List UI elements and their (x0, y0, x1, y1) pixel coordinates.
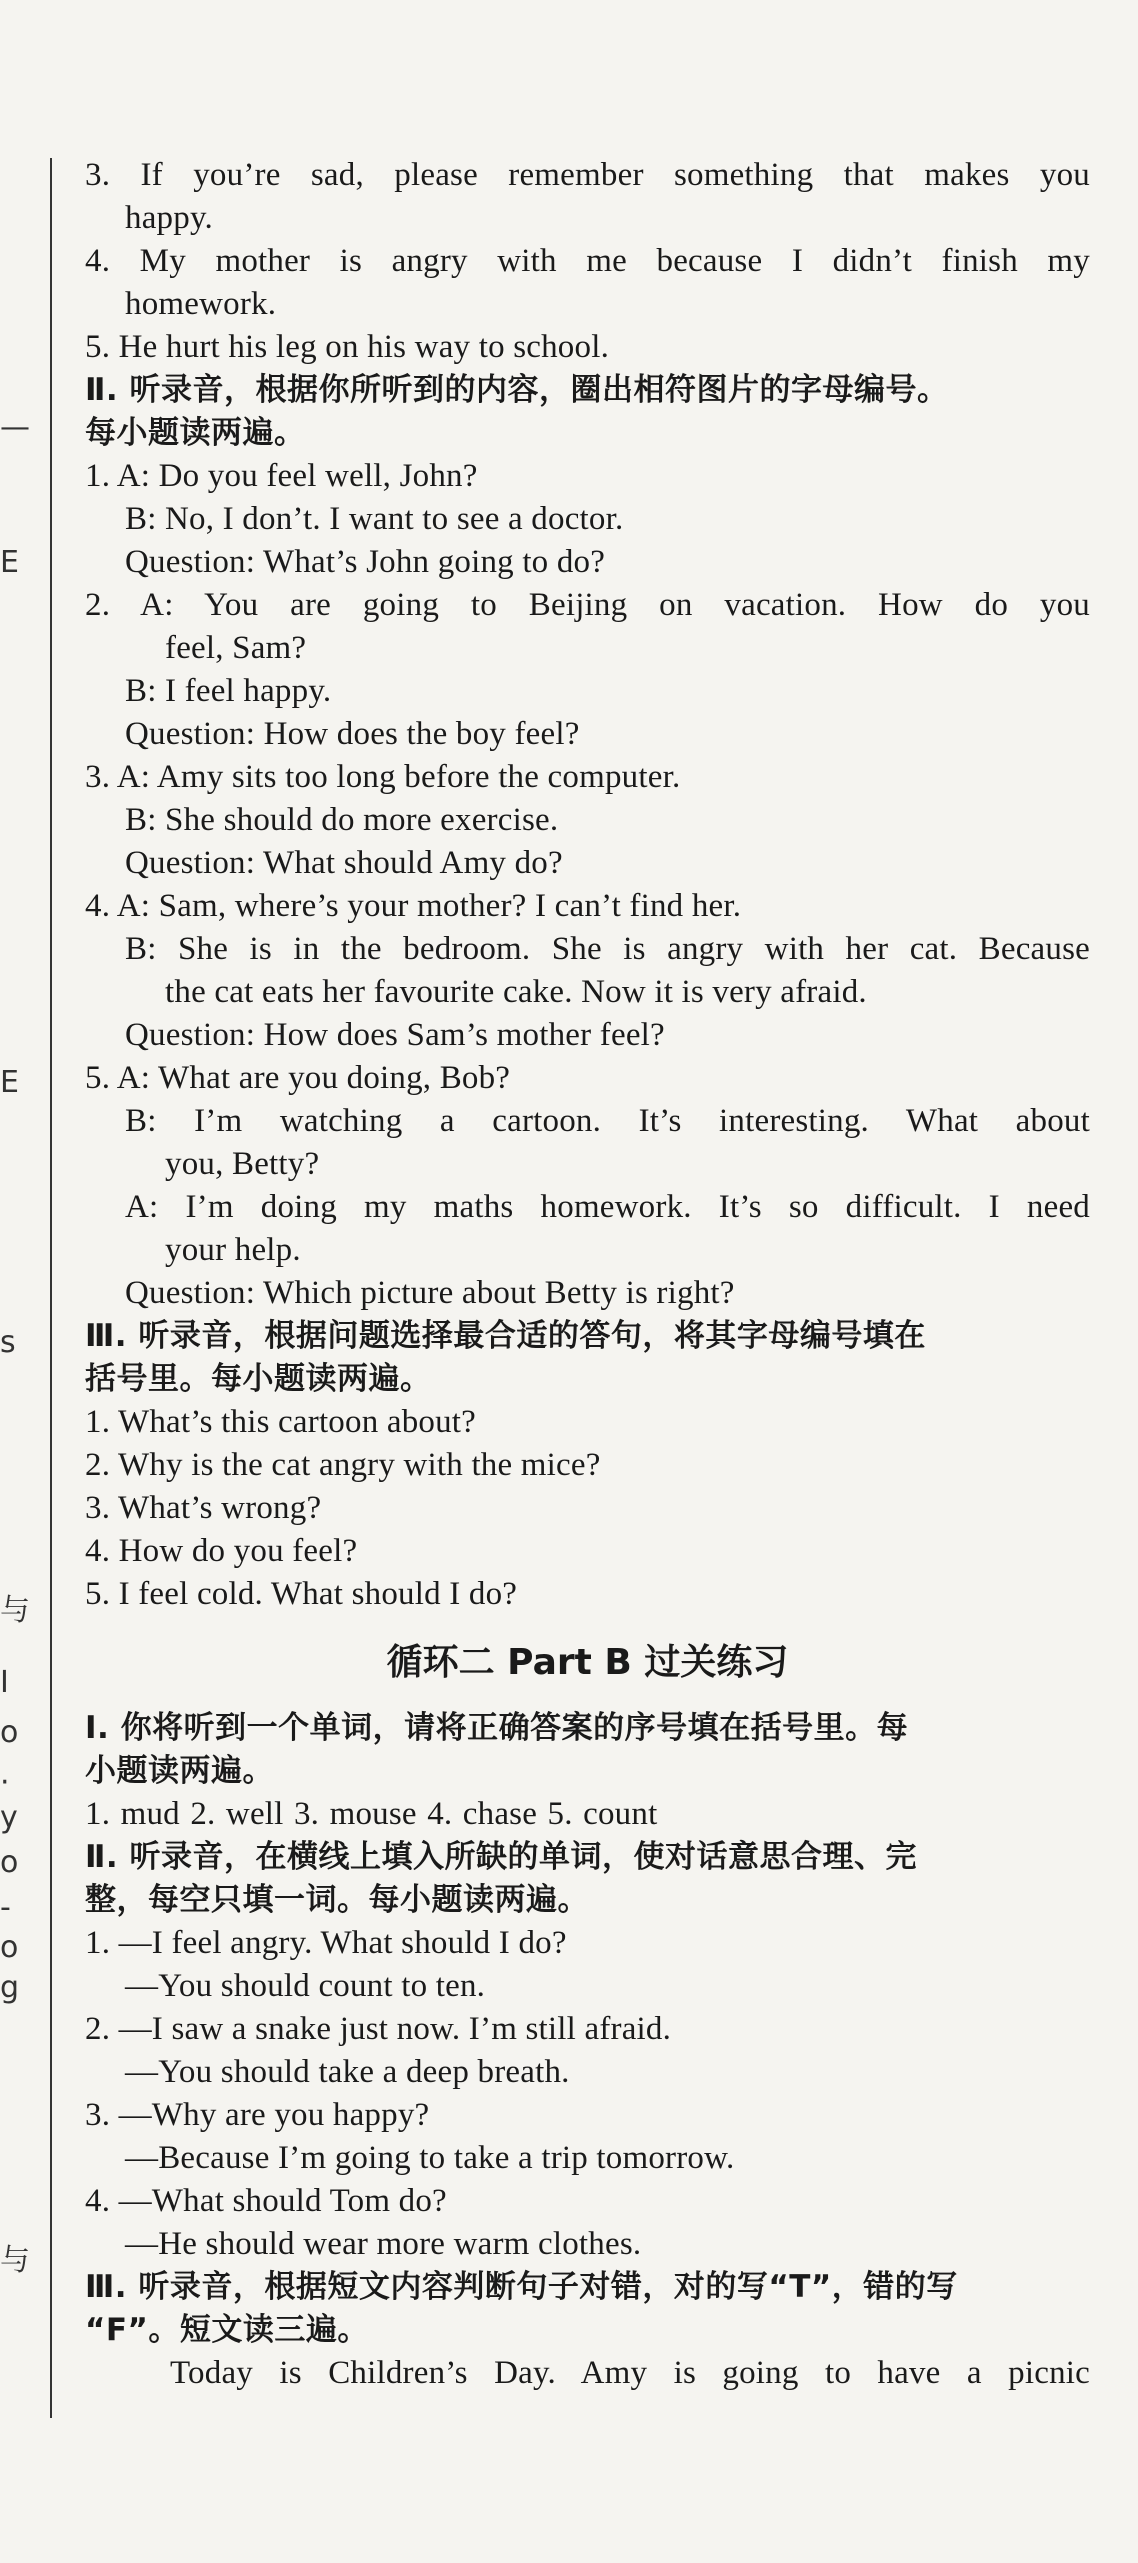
text-line: —You should take a deep breath. (125, 2054, 570, 2090)
text-line: happy. (125, 200, 213, 236)
margin-fragment: — (0, 410, 30, 445)
section-heading: Ⅱ. 听录音，在横线上填入所缺的单词，使对话意思合理、完 (85, 1839, 917, 1875)
text-line: 5. I feel cold. What should I do? (85, 1576, 518, 1612)
text-line: 3. If you’re sad, please remember something that makes you (85, 157, 1090, 193)
margin-fragment: E (0, 1065, 19, 1100)
section-heading: Ⅰ. 你将听到一个单词，请将正确答案的序号填在括号里。每 (85, 1710, 909, 1746)
text-line: A: I’m doing my maths homework. It’s so difficult. I need (125, 1189, 1090, 1225)
text-line: 2. —I saw a snake just now. I’m still afraid. (85, 2011, 672, 2047)
paragraph-line: Today is Children’s Day. Amy is going to have a picnic (170, 2355, 1090, 2391)
margin-fragment: g (0, 1970, 20, 2005)
page-title: 循环二 Part B 过关练习 (386, 1642, 789, 1683)
text-line: homework. (125, 286, 277, 322)
text-line: Question: What’s John going to do? (125, 544, 606, 580)
text-line: 3. A: Amy sits too long before the computer. (85, 759, 681, 795)
section-heading: “F”。短文读三遍。 (85, 2312, 369, 2348)
margin-fragment: o (0, 1930, 19, 1965)
text-line: B: She should do more exercise. (125, 802, 559, 838)
text-line: 2. A: You are going to Beijing on vacation. How do you (85, 587, 1090, 623)
text-line: 1. What’s this cartoon about? (85, 1404, 477, 1440)
text-line: Question: Which picture about Betty is right? (125, 1275, 735, 1311)
text-line: Question: What should Amy do? (125, 845, 563, 881)
section-heading: 小题读两遍。 (85, 1753, 274, 1789)
text-line: Question: How does the boy feel? (125, 716, 580, 752)
text-line: B: No, I don’t. I want to see a doctor. (125, 501, 624, 537)
text-line: the cat eats her favourite cake. Now it is very afraid. (165, 974, 867, 1010)
text-line: 4. My mother is angry with me because I didn’t finish my (85, 243, 1090, 279)
margin-fragment: o (0, 1715, 19, 1750)
text-line: 1. A: Do you feel well, John? (85, 458, 478, 494)
section-heading: 每小题读两遍。 (85, 415, 306, 451)
margin-fragment: I (0, 1665, 9, 1700)
margin-fragment: 与 (0, 1593, 30, 1628)
text-line: 5. A: What are you doing, Bob? (85, 1060, 511, 1096)
section-heading: Ⅲ. 听录音，根据问题选择最合适的答句，将其字母编号填在 (85, 1318, 926, 1354)
margin-fragment: · (0, 1765, 10, 1800)
text-line: 1. mud 2. well 3. mouse 4. chase 5. count (85, 1796, 658, 1832)
section-heading: Ⅲ. 听录音，根据短文内容判断句子对错，对的写“T”，错的写 (85, 2269, 958, 2305)
margin-fragment: 与 (0, 2243, 30, 2278)
text-line: B: I feel happy. (125, 673, 332, 709)
margin-fragment: o (0, 1845, 19, 1880)
margin-fragment: y (0, 1800, 18, 1835)
text-line: 4. —What should Tom do? (85, 2183, 447, 2219)
margin-fragment: s (0, 1325, 16, 1360)
text-line: your help. (165, 1232, 301, 1268)
text-line: —You should count to ten. (125, 1968, 486, 2004)
text-line: feel, Sam? (165, 630, 307, 666)
text-line: 5. He hurt his leg on his way to school. (85, 329, 610, 365)
text-line: you, Betty? (165, 1146, 320, 1182)
text-line: 1. —I feel angry. What should I do? (85, 1925, 567, 1961)
left-margin-rule (50, 158, 52, 2418)
text-line: 4. A: Sam, where’s your mother? I can’t find her. (85, 888, 742, 924)
section-heading: 整，每空只填一词。每小题读两遍。 (85, 1882, 589, 1918)
margin-fragment: E (0, 545, 19, 580)
text-line: 4. How do you feel? (85, 1533, 358, 1569)
text-line: B: She is in the bedroom. She is angry with her cat. Because (125, 931, 1090, 967)
text-line: —He should wear more warm clothes. (125, 2226, 642, 2262)
section-heading: Ⅱ. 听录音，根据你所听到的内容，圈出相符图片的字母编号。 (85, 372, 949, 408)
section-heading: 括号里。每小题读两遍。 (85, 1361, 432, 1397)
text-line: 2. Why is the cat angry with the mice? (85, 1447, 601, 1483)
margin-fragment: - (0, 1890, 11, 1925)
text-line: Question: How does Sam’s mother feel? (125, 1017, 665, 1053)
text-line: 3. —Why are you happy? (85, 2097, 430, 2133)
text-line: —Because I’m going to take a trip tomorrow. (125, 2140, 735, 2176)
text-line: B: I’m watching a cartoon. It’s interesting. What about (125, 1103, 1090, 1139)
text-line: 3. What’s wrong? (85, 1490, 322, 1526)
